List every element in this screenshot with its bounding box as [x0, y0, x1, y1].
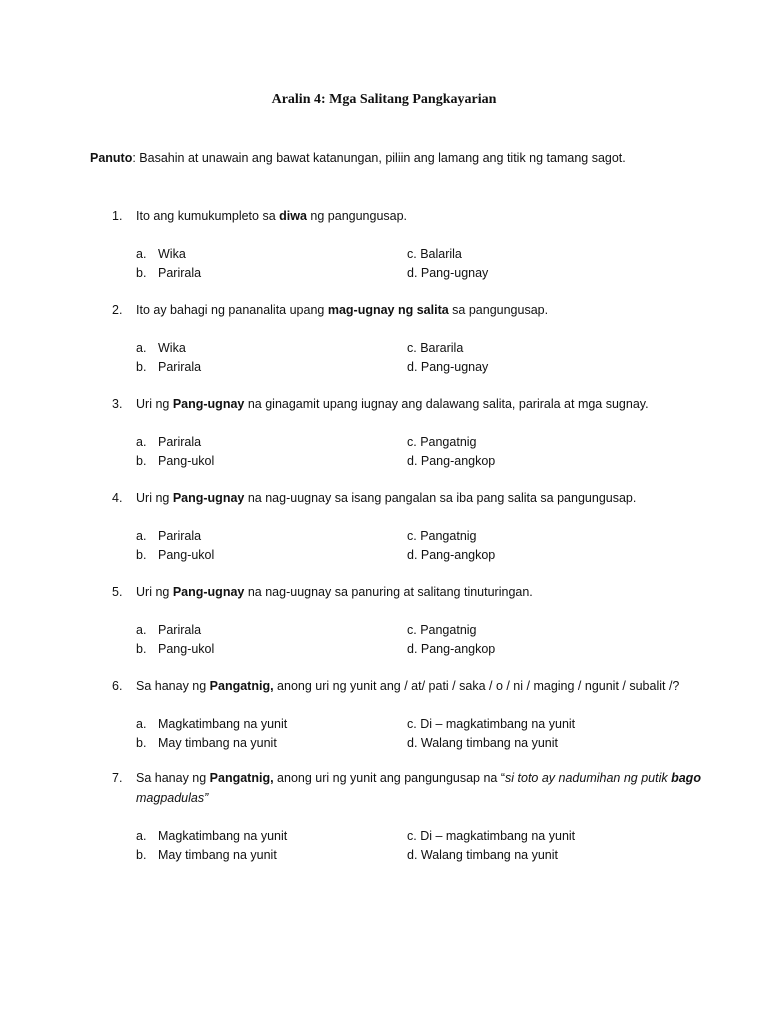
choice-c [407, 432, 477, 452]
choice-letter: a. [136, 717, 147, 731]
question-text-part: na nag-uugnay sa panuring at salitang tinuturingan. [244, 585, 533, 599]
choice-a [136, 620, 201, 640]
question-text [136, 582, 732, 602]
choice-letter: a. [136, 247, 147, 261]
question-text-part: Sa hanay ng [136, 679, 210, 693]
choice-letter: b. [136, 548, 147, 562]
choice-letter: a. [136, 829, 147, 843]
question-item [112, 488, 732, 566]
question-text [136, 488, 732, 508]
choice-text: c. Di – magkatimbang na yunit [407, 717, 576, 731]
choice-text: d. Pang-angkop [407, 548, 496, 562]
question-item [112, 582, 732, 660]
question-text-part: anong uri ng yunit ang pangungusap na “ [273, 771, 506, 785]
question-item [112, 676, 732, 754]
question-number: 6. [112, 679, 123, 693]
choice-text: Pang-ukol [158, 642, 215, 656]
page-title: Aralin 4: Mga Salitang Pangkayarian [271, 92, 497, 107]
choice-b [136, 639, 214, 659]
question-text-part: Pang-ugnay [172, 491, 245, 505]
choice-text: Magkatimbang na yunit [158, 829, 288, 843]
instructions-text: : Basahin at unawain ang bawat katanungan, piliin ang lamang ang titik ng tamang sagot. [132, 151, 626, 165]
question-text-part: Pangatnig, [209, 771, 274, 785]
question-text [136, 676, 732, 696]
answer-choices [112, 620, 732, 660]
choice-text: c. Bararila [407, 341, 464, 355]
question-text-part: Uri ng [136, 585, 173, 599]
choice-text: c. Pangatnig [407, 529, 477, 543]
choice-text: d. Walang timbang na yunit [407, 848, 559, 862]
choice-c [407, 526, 477, 546]
answer-choices [112, 338, 732, 378]
choice-d [407, 357, 488, 377]
question-text-part: Sa hanay ng [136, 771, 210, 785]
choice-text: Parirala [158, 529, 202, 543]
question-text-part: ng pangungusap. [306, 209, 408, 223]
choice-c [407, 244, 462, 264]
choice-a [136, 826, 287, 846]
choice-letter: b. [136, 848, 147, 862]
choice-c [407, 714, 575, 734]
choice-text: Magkatimbang na yunit [158, 717, 288, 731]
answer-choices [112, 526, 732, 566]
choice-letter: b. [136, 266, 147, 280]
choice-letter: a. [136, 623, 147, 637]
question-text-part: diwa [279, 209, 307, 223]
instructions-label: Panuto [90, 151, 133, 165]
instructions [90, 150, 730, 166]
question-item [112, 394, 732, 472]
choice-text: May timbang na yunit [158, 736, 277, 750]
choice-d [407, 545, 495, 565]
choice-b [136, 357, 201, 377]
choice-d [407, 263, 488, 283]
question-text-part: bago [671, 771, 701, 785]
choice-a [136, 338, 186, 358]
choice-b [136, 545, 214, 565]
choice-text: c. Di – magkatimbang na yunit [407, 829, 576, 843]
answer-choices [112, 826, 732, 866]
question-text-part: na nag-uugnay sa isang pangalan sa iba pang salita sa pangungusap. [244, 491, 637, 505]
choice-text: c. Balarila [407, 247, 462, 261]
choice-a [136, 432, 201, 452]
choice-text: d. Pang-ugnay [407, 360, 489, 374]
choice-text: Parirala [158, 623, 202, 637]
choice-letter: b. [136, 736, 147, 750]
choice-a [136, 714, 287, 734]
choice-letter: a. [136, 341, 147, 355]
choice-text: Parirala [158, 435, 202, 449]
choice-text: Wika [158, 341, 186, 355]
choice-c [407, 620, 477, 640]
question-text-part: Pang-ugnay [172, 585, 245, 599]
choice-b [136, 845, 277, 865]
choice-letter: b. [136, 454, 147, 468]
choice-d [407, 451, 495, 471]
choice-b [136, 733, 277, 753]
choice-d [407, 845, 558, 865]
question-item [112, 300, 732, 378]
question-text-part: mag-ugnay ng salita [327, 303, 449, 317]
question-text-part: anong uri ng yunit ang / at/ pati / saka / o / ni / maging / ngunit / subalit /? [273, 679, 680, 693]
question-item [112, 768, 732, 866]
answer-choices [112, 432, 732, 472]
question-text-part: si toto ay nadumihan ng putik [505, 771, 672, 785]
question-number: 1. [112, 209, 123, 223]
choice-text: Parirala [158, 266, 202, 280]
choice-letter: a. [136, 529, 147, 543]
choice-text: Pang-ukol [158, 454, 215, 468]
question-text [136, 394, 732, 414]
choice-text: d. Walang timbang na yunit [407, 736, 559, 750]
choice-text: Parirala [158, 360, 202, 374]
choice-d [407, 639, 495, 659]
question-text-part: Ito ang kumukumpleto sa [136, 209, 280, 223]
choice-a [136, 526, 201, 546]
choice-c [407, 826, 575, 846]
choice-text: d. Pang-angkop [407, 454, 496, 468]
choice-c [407, 338, 463, 358]
question-text [136, 300, 732, 320]
question-text-part: Pang-ugnay [172, 397, 245, 411]
answer-choices [112, 714, 732, 754]
question-number: 7. [112, 771, 123, 785]
choice-text: c. Pangatnig [407, 435, 477, 449]
question-text-part: Uri ng [136, 491, 173, 505]
question-number: 3. [112, 397, 123, 411]
question-text-part: Uri ng [136, 397, 173, 411]
choice-text: Wika [158, 247, 186, 261]
choice-letter: b. [136, 360, 147, 374]
question-number: 4. [112, 491, 123, 505]
question-text [136, 206, 732, 226]
choice-b [136, 451, 214, 471]
choice-d [407, 733, 558, 753]
choice-a [136, 244, 186, 264]
choice-text: d. Pang-angkop [407, 642, 496, 656]
question-number: 2. [112, 303, 123, 317]
question-text-part: Ito ay bahagi ng pananalita upang [136, 303, 328, 317]
question-item [112, 206, 732, 284]
question-text [136, 768, 732, 808]
question-number: 5. [112, 585, 123, 599]
answer-choices [112, 244, 732, 284]
question-text-part: na ginagamit upang iugnay ang dalawang salita, parirala at mga sugnay. [244, 397, 649, 411]
choice-letter: b. [136, 642, 147, 656]
choice-text: May timbang na yunit [158, 848, 277, 862]
question-text-part: sa pangungusap. [448, 303, 549, 317]
choice-text: c. Pangatnig [407, 623, 477, 637]
choice-text: Pang-ukol [158, 548, 215, 562]
choice-b [136, 263, 201, 283]
choice-text: d. Pang-ugnay [407, 266, 489, 280]
question-text-part: Pangatnig, [209, 679, 274, 693]
choice-letter: a. [136, 435, 147, 449]
question-text-part: magpadulas” [136, 791, 209, 805]
